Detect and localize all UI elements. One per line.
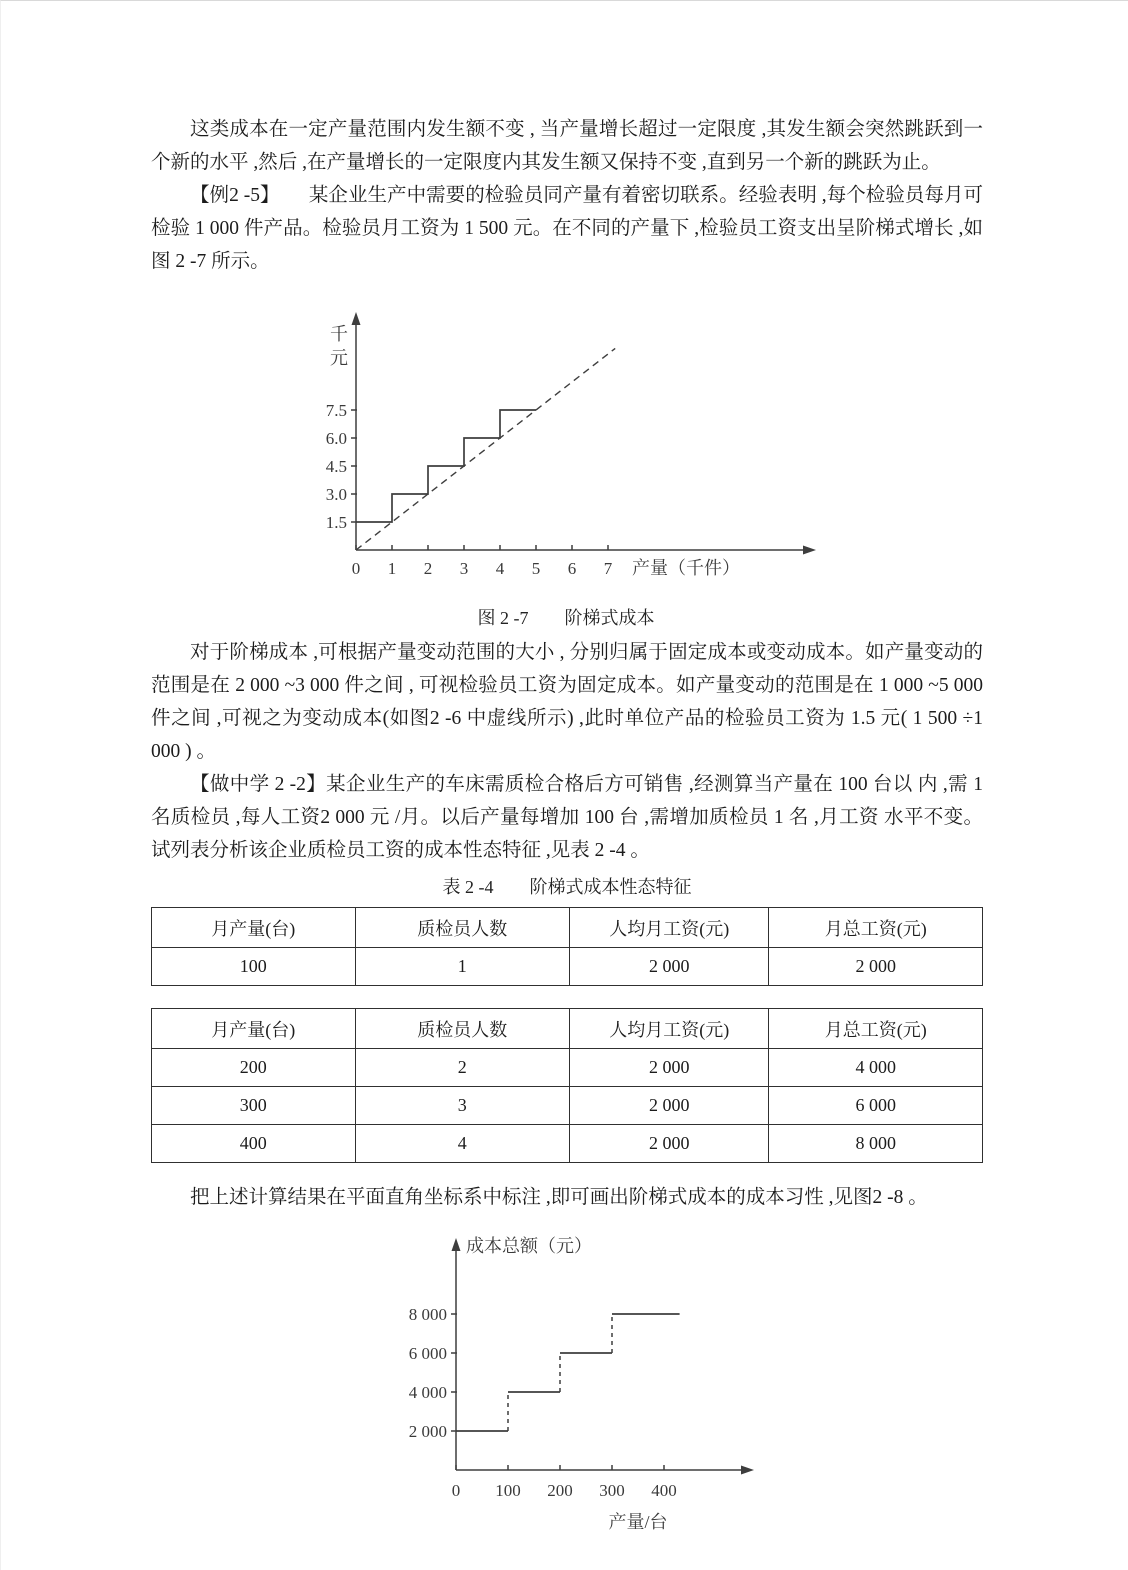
table-cell: 200 bbox=[152, 1049, 356, 1087]
step-cost-line bbox=[356, 410, 536, 522]
x-tick-label: 4 bbox=[495, 559, 505, 578]
column-header: 月总工资(元) bbox=[769, 908, 983, 948]
column-header: 月产量(台) bbox=[152, 1009, 356, 1049]
x-axis-arrow-icon bbox=[803, 546, 816, 555]
y-axis-label: 千 bbox=[330, 324, 348, 344]
paragraph-learning-by-doing-2-2: 【做中学 2 -2】某企业生产的车床需质检合格后方可销售 ,经测算当产量在 100 台以 内 ,需 1 名质检员 ,每人工资2 000 元 /月。以后产量每增加 100 台 ,需增加质检员 1 名 ,月工资 水平不变。试列表分析该企业质检员工资的成本性态特征 ,见表 2 -4 。 bbox=[151, 774, 983, 861]
figure-2-7 bbox=[306, 298, 983, 630]
table-cell: 6 000 bbox=[769, 1087, 983, 1125]
y-axis-arrow-icon bbox=[352, 312, 361, 325]
table-row bbox=[152, 1125, 983, 1163]
x-tick-label: 200 bbox=[547, 1481, 573, 1500]
column-header: 月总工资(元) bbox=[769, 1009, 983, 1049]
y-axis-arrow-icon bbox=[452, 1238, 461, 1251]
paragraph-example-2-5: 【例2 -5】 某企业生产中需要的检验员同产量有着密切联系。经验表明 ,每个检验员每月可检验 1 000 件产品。检验员月工资为 1 500 元。在不同的产量下 ,检验员工资支出呈阶梯式增长 ,如图 2 -7 所示。 bbox=[151, 185, 983, 272]
y-tick-label: 6 000 bbox=[408, 1344, 447, 1363]
column-header: 质检员人数 bbox=[355, 1009, 569, 1049]
figure-2-7-caption: 图 2 -7 阶梯式成本 bbox=[477, 608, 655, 628]
column-header: 人均月工资(元) bbox=[569, 908, 768, 948]
x-tick-label: 1 bbox=[387, 559, 397, 578]
x-tick-label: 400 bbox=[651, 1481, 677, 1500]
x-axis-arrow-icon bbox=[741, 1466, 754, 1475]
table-header-row bbox=[152, 908, 983, 948]
table-cell: 2 000 bbox=[769, 948, 983, 986]
figure-2-8 bbox=[374, 1220, 983, 1540]
paragraph-step-cost-classification: 对于阶梯成本 ,可根据产量变动范围的大小 , 分别归属于固定成本或变动成本。如产量变动的范围是在 2 000 ~3 000 件之间 , 可视检验员工资为固定成本。如产量变动的范围是在 1 000 ~5 000 件之间 ,可视之为变动成本(如图2 -6 中虚线所示) ,此时单位产品的检验员工资为 1.5 元( 1 500 ÷1 000 ) 。 bbox=[151, 642, 983, 762]
step-cost-table-part2 bbox=[151, 1008, 983, 1163]
table-row bbox=[152, 948, 983, 986]
table-cell: 300 bbox=[152, 1087, 356, 1125]
table-cell: 3 bbox=[355, 1087, 569, 1125]
column-header: 质检员人数 bbox=[355, 908, 569, 948]
table-cell: 4 bbox=[355, 1125, 569, 1163]
x-tick-label: 6 bbox=[567, 559, 577, 578]
x-tick-label: 100 bbox=[495, 1481, 521, 1500]
x-tick-label: 300 bbox=[599, 1481, 625, 1500]
table-cell: 2 000 bbox=[569, 948, 768, 986]
step-cost-chart-total-wage bbox=[374, 1220, 844, 1540]
x-tick-label: 3 bbox=[459, 559, 469, 578]
table-cell: 400 bbox=[152, 1125, 356, 1163]
table-cell: 2 000 bbox=[569, 1087, 768, 1125]
y-tick-label: 4 000 bbox=[408, 1383, 447, 1402]
x-tick-label: 0 bbox=[351, 559, 361, 578]
table-cell: 2 000 bbox=[569, 1049, 768, 1087]
step-cost-chart-thousands bbox=[306, 298, 826, 598]
y-tick-label: 7.5 bbox=[325, 401, 347, 420]
paragraph-plot-results: 把上述计算结果在平面直角坐标系中标注 ,即可画出阶梯式成本的成本习性 ,见图2 -8 。 bbox=[190, 1187, 928, 1208]
table-header-row bbox=[152, 1009, 983, 1049]
table-row bbox=[152, 1087, 983, 1125]
table-cell: 1 bbox=[355, 948, 569, 986]
y-axis-label: 元 bbox=[330, 348, 348, 368]
x-tick-label: 0 bbox=[451, 1481, 461, 1500]
y-tick-label: 8 000 bbox=[408, 1305, 447, 1324]
y-tick-label: 4.5 bbox=[325, 457, 347, 476]
table-cell: 2 000 bbox=[569, 1125, 768, 1163]
y-tick-label: 2 000 bbox=[408, 1422, 447, 1441]
y-tick-label: 6.0 bbox=[325, 429, 347, 448]
y-tick-label: 3.0 bbox=[325, 485, 347, 504]
paragraph-step-cost-intro: 这类成本在一定产量范围内发生额不变 , 当产量增长超过一定限度 ,其发生额会突然跳跃到一个新的水平 ,然后 ,在产量增长的一定限度内其发生额又保持不变 ,直到另一个新的跳跃为止。 bbox=[151, 119, 983, 173]
y-tick-label: 1.5 bbox=[325, 513, 347, 532]
x-tick-label: 5 bbox=[531, 559, 541, 578]
table-cell: 100 bbox=[152, 948, 356, 986]
column-header: 人均月工资(元) bbox=[569, 1009, 768, 1049]
table-row bbox=[152, 1049, 983, 1087]
variable-cost-dashed-line bbox=[356, 348, 615, 550]
step-cost-table-part1 bbox=[151, 907, 983, 986]
y-axis-label: 成本总额（元） bbox=[466, 1236, 592, 1256]
page-content bbox=[1, 1, 1128, 1540]
table-2-4-caption: 表 2 -4 阶梯式成本性态特征 bbox=[442, 877, 692, 897]
x-tick-label: 7 bbox=[603, 559, 613, 578]
table-cell: 8 000 bbox=[769, 1125, 983, 1163]
table-cell: 2 bbox=[355, 1049, 569, 1087]
column-header: 月产量(台) bbox=[152, 908, 356, 948]
x-axis-label: 产量（千件） bbox=[632, 558, 740, 578]
table-cell: 4 000 bbox=[769, 1049, 983, 1087]
x-axis-label: 产量/台 bbox=[608, 1512, 668, 1532]
x-tick-label: 2 bbox=[423, 559, 433, 578]
